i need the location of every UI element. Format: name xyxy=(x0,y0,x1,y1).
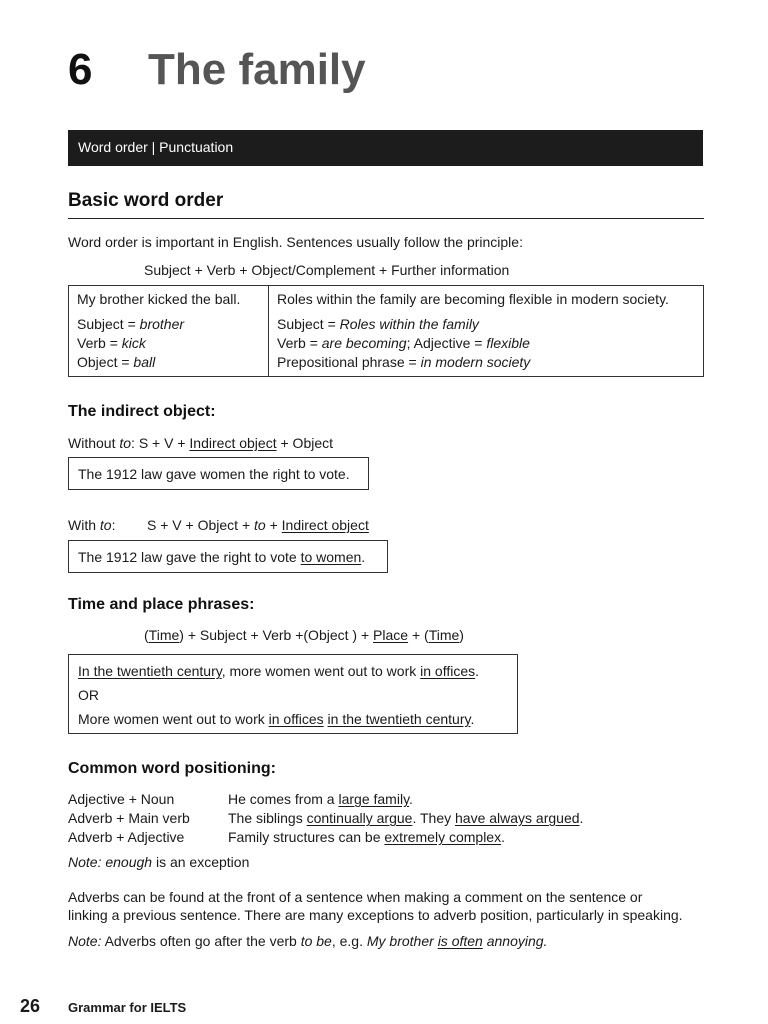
example-box-1: The 1912 law gave women the right to vote. xyxy=(68,457,369,490)
examples-table xyxy=(68,285,704,377)
positioning-row: Adjective + Noun He comes from a large family. xyxy=(68,791,413,807)
heading-divider xyxy=(68,218,704,219)
positioning-row: Adverb + Main verb The siblings continually argue. They have always argued. xyxy=(68,810,584,826)
positioning-list xyxy=(68,790,583,847)
example-cell-right xyxy=(269,286,704,377)
section-heading-time-place: Time and place phrases: xyxy=(68,596,255,613)
chapter-title: The family xyxy=(148,45,366,94)
analysis-line: Object = ball xyxy=(77,354,156,370)
analysis-line: Verb = are becoming; Adjective = flexible xyxy=(277,335,530,351)
without-to-formula: Without to: S + V + Indirect object + Object xyxy=(68,435,334,451)
book-title: Grammar for IELTS xyxy=(68,1000,187,1015)
analysis-line: Subject = brother xyxy=(77,316,185,332)
example-sentence: Roles within the family are becoming flexible in modern society. xyxy=(277,291,669,307)
section-heading-basic: Basic word order xyxy=(68,190,224,211)
note-adverbs: Note: Adverbs often go after the verb to be, e.g. My brother is often annoying. xyxy=(68,933,548,949)
adverbs-paragraph-line-2: linking a previous sentence. There are many exceptions to adverb position, particularly in speaking. xyxy=(68,907,683,923)
chapter-number: 6 xyxy=(68,45,93,94)
section-heading-common: Common word positioning: xyxy=(68,760,276,777)
or-label: OR xyxy=(78,687,99,703)
principle-formula: Subject + Verb + Object/Complement + Further information xyxy=(144,262,510,278)
analysis-line: Verb = kick xyxy=(77,335,146,351)
section-heading-indirect: The indirect object: xyxy=(68,403,216,420)
analysis-line: Prepositional phrase = in modern society xyxy=(277,354,531,370)
example-line: In the twentieth century, more women went out to work in offices. xyxy=(78,663,480,679)
page-number: 26 xyxy=(20,996,41,1016)
topic-bar: Word order | Punctuation xyxy=(68,130,703,166)
with-to-label: With to: xyxy=(68,517,116,533)
time-place-formula: (Time) + Subject + Verb +(Object ) + Place + (Time) xyxy=(144,627,464,643)
note-enough: Note: enough is an exception xyxy=(68,854,250,870)
example-sentence: My brother kicked the ball. xyxy=(77,291,241,307)
with-to-formula: S + V + Object + to + Indirect object xyxy=(147,517,369,533)
example-cell-left xyxy=(69,286,269,377)
adverbs-paragraph-line-1: Adverbs can be found at the front of a sentence when making a comment on the sentence or xyxy=(68,889,643,905)
intro-text: Word order is important in English. Sentences usually follow the principle: xyxy=(68,234,523,250)
analysis-line: Subject = Roles within the family xyxy=(277,316,479,332)
example-line: More women went out to work in offices in the twentieth century. xyxy=(78,711,475,727)
example-box-2: The 1912 law gave the right to vote to women. xyxy=(68,540,388,573)
example-box-3 xyxy=(68,654,518,734)
positioning-row: Adverb + Adjective Family structures can be extremely complex. xyxy=(68,829,505,845)
